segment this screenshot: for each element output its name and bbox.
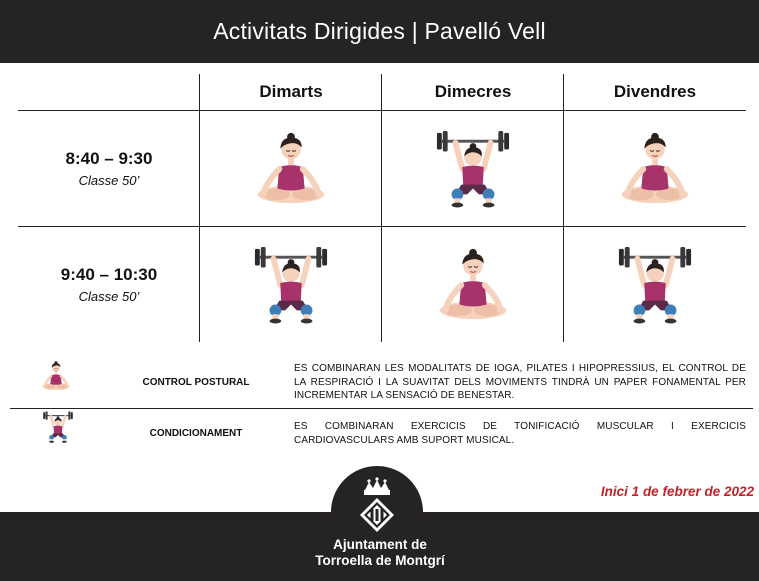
weightlifting-icon [42, 411, 74, 443]
legend-name-control-postural: CONTROL POSTURAL [142, 377, 250, 388]
class-duration: Classe 50’ [78, 289, 140, 304]
class-duration: Classe 50’ [78, 173, 140, 188]
schedule-cell [382, 227, 564, 343]
weightlifting-icon [252, 246, 330, 324]
day-header-divendres: Divendres [613, 82, 697, 101]
weightlifting-icon [616, 246, 694, 324]
yoga-icon [616, 130, 694, 208]
legend-name-condicionament: CONDICIONAMENT [149, 428, 243, 439]
legend-divider [10, 408, 753, 409]
weightlifting-icon [434, 130, 512, 208]
schedule-cell [200, 111, 382, 227]
org-name-line2: Torroella de Montgrí [315, 553, 445, 568]
day-header-dimarts: Dimarts [259, 82, 323, 101]
start-date-note: Inici 1 de febrer de 2022 [600, 484, 754, 499]
org-name-line1: Ajuntament de [333, 537, 427, 552]
schedule-cell [382, 111, 564, 227]
time-slot-2 [18, 265, 200, 304]
yoga-icon [40, 360, 72, 392]
header-band [0, 0, 759, 63]
day-header-dimecres: Dimecres [434, 82, 512, 101]
time-slot-1 [18, 149, 200, 188]
schedule-cell [200, 227, 382, 343]
time-range: 9:40 – 10:30 [60, 265, 158, 284]
schedule-cell [564, 227, 746, 343]
yoga-icon [252, 130, 330, 208]
legend-description: ES COMBINARAN LES MODALITATS DE IOGA, PILATES I HIPOPRESSIUS, EL CONTROL DE LA RESPIRACIÓ I LA SUAVITAT DELS MOVIMENTS TINDRÀ UN PAPER FONAMENTAL PER INCREMENTAR LA SENSACIÓ DE BENESTAR. [294, 363, 746, 401]
legend-description: ES COMBINARAN EXERCICIS DE TONIFICACIÓ MUSCULAR I EXERCICIS CARDIOVASCULARS AMB SUPORT MUSICAL. [294, 421, 746, 446]
time-range: 8:40 – 9:30 [65, 149, 153, 168]
page-title: Activitats Dirigides | Pavelló Vell [213, 18, 546, 44]
yoga-icon [434, 246, 512, 324]
schedule-cell [564, 111, 746, 227]
